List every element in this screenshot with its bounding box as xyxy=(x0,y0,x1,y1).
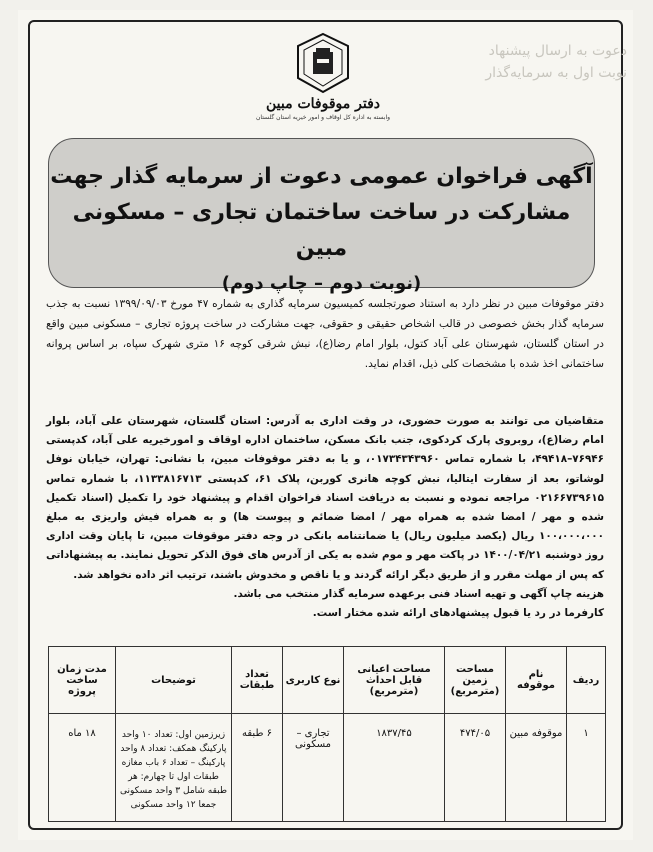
column-header-duration: مدت زمان ساخت پروژه xyxy=(49,647,116,714)
column-header-land-area: مساحت زمین (مترمربع) xyxy=(445,647,506,714)
headline-line-1: آگهی فراخوان عمومی دعوت از سرمایه گذار جهت xyxy=(50,164,593,189)
instructions-paragraph: متقاضیان می توانند به صورت حضوری، در وقت اداری به آدرس: استان گلستان، شهرستان علی آباد، بلوار امام رضا(ع)، روبروی پارک کردکوی، جنب بانک مسکن، ساختمان اداره اوقاف و امورخیریه علی آباد، کدپستی ۷۶۹۴۶–۴۹۴۱۸، با شماره تماس ۰۱۷۳۴۳۴۳۹۶۰، و یا به دفتر موقوفات مبین، با نشانی: تهران، خیابان نوفل لوشاتو، بعد از سفارت ایتالیا، نبش کوچه هانری کوربن، پلاک ۶۱، کدپستی ۱۱۳۳۸۱۶۷۱۳، با شماره تماس ۰۲۱۶۶۷۳۹۶۱۵ مراجعه نموده و نسبت به دریافت اسناد فراخوان اقدام و پیشنهاد خود را تکمیل (اسناد تکمیل شده و مهر / امضا شده به همراه مهر / امضا ضمائم و پیوست ها) و به همراه فیش واریزی به مبلغ ۱۰۰،۰۰۰،۰۰۰ ریال (یکصد میلیون ریال) یا ضمانتنامه بانکی در وجه دفتر موقوفات مبین، تا پایان وقت اداری روز دوشنبه ۱۴۰۰/۰۴/۲۱ در پاکت مهر و موم شده به یکی از آدرس های فوق الذکر تحویل نمایند. به پیشنهاداتی که پس از مهلت مقرر و از طریق دیگر ارائه گردند و یا ناقص و مخدوش باشند، ترتیب اثر داده نخواهد شد. xyxy=(46,415,605,581)
cell-row-number: ۱ xyxy=(567,714,606,822)
headline-edition: (نوبت دوم – چاپ دوم) xyxy=(221,273,422,294)
organization-logo xyxy=(248,32,398,142)
project-table xyxy=(48,646,606,822)
cell-endowment-name: موقوفه مبین xyxy=(506,714,567,822)
organization-tagline: وابسته به اداره کل اوقاف و امور خیریه استان گلستان xyxy=(255,114,391,121)
cell-description: زیرزمین اول: تعداد ۱۰ واحد پارکینگ همکف: تعداد ۸ واحد پارکینگ – تعداد ۶ باب مغازه طبقات اول تا چهارم: هر طبقه شامل ۳ واحد مسکونی جمعا ۱۲ واحد مسکونی xyxy=(116,714,232,822)
table-row xyxy=(49,714,606,822)
column-header-floors: تعداد طبقات xyxy=(232,647,283,714)
bleed-line-2: نوبت اول به سرمایه‌گذار xyxy=(485,65,627,81)
employer-note: کارفرما در رد یا قبول پیشنهادهای ارائه شده مختار است. xyxy=(312,607,604,620)
column-header-building-area: مساحت اعیانی قابل احداث (مترمربع) xyxy=(344,647,445,714)
cell-land-area: ۴۷۴/۰۵ xyxy=(445,714,506,822)
cell-building-area: ۱۸۳۷/۴۵ xyxy=(344,714,445,822)
cell-duration: ۱۸ ماه xyxy=(49,714,116,822)
column-header-usage-type: نوع کاربری xyxy=(283,647,344,714)
column-header-row-number: ردیف xyxy=(567,647,606,714)
bleed-through-text xyxy=(457,40,627,110)
cell-usage-type: تجاری – مسکونی xyxy=(283,714,344,822)
intro-paragraph: دفتر موقوفات مبین در نظر دارد به استناد صورتجلسه کمیسیون سرمایه گذاری به شماره ۴۷ مورخ ۱۳۹۹/۰۹/۰۳ نسبت به جذب سرمایه گذار بخش خصوصی در قالب اشخاص حقیقی و حقوقی، جهت مشارکت در ساخت پروژه تجاری – مسکونی مبین واقع در استان گلستان، شهرستان علی آباد کتول، بلوار امام رضا(ع)، نبش شرقی کوچه ۱۶ متری شهرک سپاه، بر اساس پروانه ساختمانی اخذ شده با مشخصات کلی ذیل، اقدام نماید. xyxy=(46,298,604,370)
newspaper-clipping xyxy=(18,10,633,840)
emblem-icon xyxy=(294,32,352,94)
column-header-description: توضیحات xyxy=(116,647,232,714)
bleed-line-1: دعوت به ارسال پیشنهاد xyxy=(488,43,627,59)
table-header-row xyxy=(49,647,606,714)
instructions-body xyxy=(46,412,604,623)
headline-box xyxy=(48,138,595,294)
organization-name: دفتر موقوفات مبین xyxy=(265,96,381,112)
cell-floors: ۶ طبقه xyxy=(232,714,283,822)
headline-line-2: مشارکت در ساخت ساختمان تجاری – مسکونی مبین xyxy=(72,200,571,261)
cost-note: هزینه چاپ آگهی و تهیه اسناد فنی برعهده سرمایه گذار منتخب می باشد. xyxy=(233,587,604,600)
column-header-endowment-name: نام موقوفه xyxy=(506,647,567,714)
